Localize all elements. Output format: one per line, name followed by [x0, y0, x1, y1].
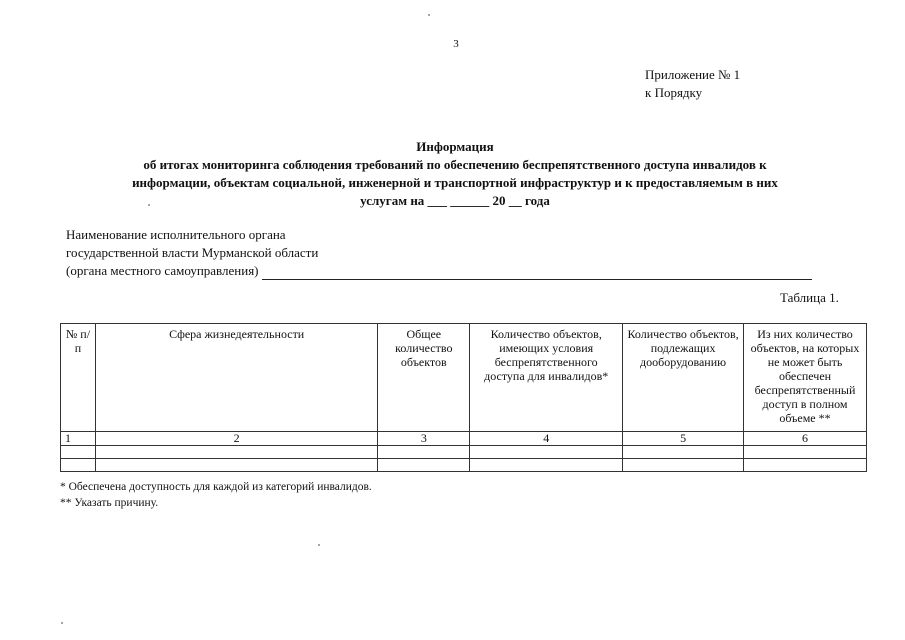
table-cell	[744, 446, 867, 459]
table-cell	[623, 459, 744, 472]
scan-speck	[428, 14, 430, 16]
title-line-4: услугам на ___ ______ 20 __ года	[360, 193, 550, 208]
column-number: 5	[623, 432, 744, 446]
footnotes	[60, 479, 372, 511]
column-number: 3	[378, 432, 470, 446]
document-title	[70, 138, 840, 210]
footnote-2: ** Указать причину.	[60, 497, 159, 509]
footnote-1: * Обеспечена доступность для каждой из категорий инвалидов.	[60, 481, 372, 493]
table-row	[61, 459, 867, 472]
title-line-3: информации, объектам социальной, инженерной и транспортной инфраструктур и к предоставляемым в них	[132, 175, 778, 190]
table-cell	[744, 459, 867, 472]
header-number: № п/п	[61, 324, 96, 432]
appendix-line-1: Приложение № 1	[645, 67, 741, 82]
table-cell	[378, 459, 470, 472]
title-heading: Информация	[416, 139, 494, 154]
page-number: 3	[453, 38, 459, 50]
header-objects-not-accessible: Из них количество объектов, на которых не может быть обеспечен беспрепятственный доступ в полном объеме **	[744, 324, 867, 432]
monitoring-table	[60, 323, 867, 472]
title-line-2: об итогах мониторинга соблюдения требований по обеспечению беспрепятственного доступа инвалидов к	[143, 157, 767, 172]
appendix-line-2: к Порядку	[645, 85, 703, 100]
appendix-reference	[645, 66, 740, 102]
table-cell	[95, 446, 377, 459]
scan-speck	[148, 204, 150, 206]
org-line-3: (органа местного самоуправления)	[66, 263, 259, 278]
header-accessible-objects: Количество объектов, имеющих условия беспрепятственного доступа для инвалидов*	[470, 324, 623, 432]
table-caption: Таблица 1.	[780, 290, 839, 305]
org-line-1: Наименование исполнительного органа	[66, 227, 286, 242]
table-cell	[61, 459, 96, 472]
org-line-3-row	[66, 262, 856, 280]
org-line-2: государственной власти Мурманской области	[66, 245, 319, 260]
organization-name-block	[66, 226, 856, 280]
header-total-objects: Общее количество объектов	[378, 324, 470, 432]
table-column-numbers-row	[61, 432, 867, 446]
table-cell	[470, 446, 623, 459]
header-sphere: Сфера жизнедеятельности	[95, 324, 377, 432]
column-number: 4	[470, 432, 623, 446]
scan-speck	[318, 544, 320, 546]
table-cell	[470, 459, 623, 472]
scan-speck	[61, 622, 63, 624]
table-cell	[61, 446, 96, 459]
column-number: 1	[61, 432, 96, 446]
table-cell	[623, 446, 744, 459]
table-row	[61, 446, 867, 459]
column-number: 6	[744, 432, 867, 446]
table-header-row	[61, 324, 867, 432]
column-number: 2	[95, 432, 377, 446]
table-cell	[378, 446, 470, 459]
org-name-blank-line	[262, 266, 812, 280]
header-objects-to-equip: Количество объектов, подлежащих дооборудованию	[623, 324, 744, 432]
table-cell	[95, 459, 377, 472]
